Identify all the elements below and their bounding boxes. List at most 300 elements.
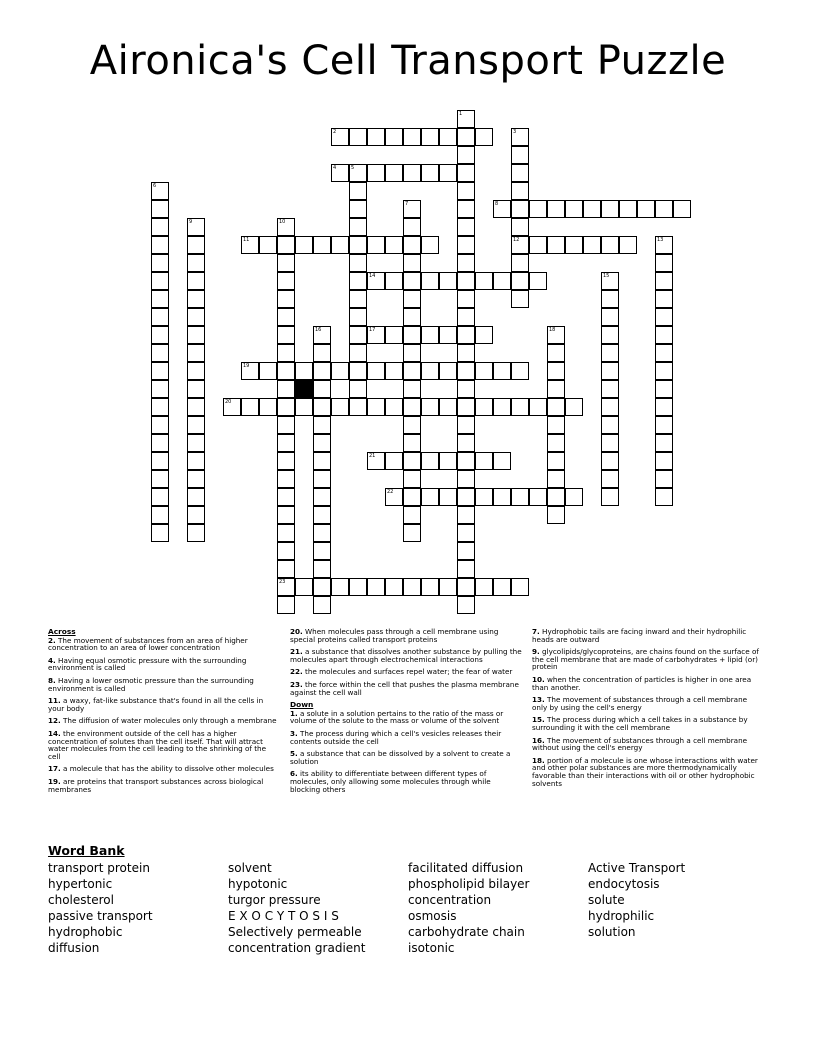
grid-cell[interactable]	[313, 524, 331, 542]
grid-cell[interactable]	[655, 200, 673, 218]
grid-cell[interactable]	[331, 164, 349, 182]
grid-cell[interactable]	[403, 344, 421, 362]
grid-cell[interactable]	[547, 344, 565, 362]
clue-number: 1	[459, 111, 463, 117]
grid-cell[interactable]	[151, 254, 169, 272]
grid-cell[interactable]	[655, 326, 673, 344]
grid-cell[interactable]	[637, 200, 655, 218]
grid-cell[interactable]	[151, 236, 169, 254]
grid-cell[interactable]	[655, 470, 673, 488]
grid-cell[interactable]	[439, 488, 457, 506]
grid-cell[interactable]	[151, 434, 169, 452]
grid-cell[interactable]	[511, 290, 529, 308]
grid-cell[interactable]	[601, 290, 619, 308]
clue-number: 13	[657, 237, 664, 243]
grid-cell[interactable]	[457, 488, 475, 506]
grid-cell[interactable]	[601, 434, 619, 452]
grid-cell[interactable]	[601, 470, 619, 488]
grid-cell[interactable]	[457, 200, 475, 218]
grid-cell[interactable]	[421, 362, 439, 380]
grid-cell[interactable]	[277, 596, 295, 614]
grid-cell[interactable]	[277, 578, 295, 596]
grid-cell[interactable]	[547, 506, 565, 524]
grid-cell[interactable]	[493, 488, 511, 506]
grid-cell[interactable]	[403, 236, 421, 254]
grid-cell[interactable]	[313, 434, 331, 452]
grid-cell[interactable]	[277, 344, 295, 362]
grid-cell[interactable]	[313, 542, 331, 560]
grid-cell[interactable]	[511, 236, 529, 254]
grid-cell[interactable]	[565, 398, 583, 416]
grid-cell[interactable]	[349, 254, 367, 272]
grid-cell[interactable]	[655, 452, 673, 470]
grid-cell[interactable]	[457, 128, 475, 146]
grid-cell[interactable]	[403, 254, 421, 272]
grid-cell[interactable]	[457, 506, 475, 524]
grid-cell[interactable]	[475, 398, 493, 416]
grid-cell[interactable]	[457, 308, 475, 326]
grid-cell[interactable]	[529, 272, 547, 290]
grid-cell[interactable]	[547, 200, 565, 218]
grid-cell[interactable]	[403, 470, 421, 488]
grid-cell[interactable]	[421, 128, 439, 146]
grid-cell[interactable]	[421, 398, 439, 416]
grid-cell[interactable]	[655, 254, 673, 272]
grid-cell[interactable]	[511, 398, 529, 416]
grid-cell[interactable]	[349, 398, 367, 416]
grid-cell[interactable]	[511, 128, 529, 146]
grid-cell[interactable]	[403, 128, 421, 146]
grid-cell[interactable]	[655, 308, 673, 326]
grid-cell[interactable]	[457, 164, 475, 182]
grid-cell[interactable]	[457, 272, 475, 290]
grid-cell[interactable]	[295, 236, 313, 254]
grid-cell[interactable]	[367, 452, 385, 470]
grid-cell[interactable]	[421, 452, 439, 470]
grid-cell[interactable]	[331, 236, 349, 254]
grid-cell[interactable]	[403, 326, 421, 344]
grid-cell[interactable]	[277, 254, 295, 272]
grid-cell[interactable]	[457, 542, 475, 560]
grid-cell[interactable]	[403, 272, 421, 290]
grid-cell[interactable]	[151, 488, 169, 506]
grid-cell[interactable]	[313, 488, 331, 506]
grid-cell[interactable]	[385, 398, 403, 416]
grid-cell[interactable]	[403, 524, 421, 542]
grid-cell[interactable]	[403, 218, 421, 236]
grid-cell[interactable]	[457, 416, 475, 434]
grid-cell[interactable]	[529, 488, 547, 506]
grid-cell[interactable]	[277, 542, 295, 560]
grid-cell[interactable]	[493, 272, 511, 290]
clue-number: 2	[333, 129, 337, 135]
grid-cell[interactable]	[349, 200, 367, 218]
grid-cell[interactable]	[151, 326, 169, 344]
grid-cell[interactable]	[655, 416, 673, 434]
grid-cell[interactable]	[475, 128, 493, 146]
grid-cell[interactable]	[475, 578, 493, 596]
grid-cell[interactable]	[187, 488, 205, 506]
grid-cell[interactable]	[547, 416, 565, 434]
grid-cell[interactable]	[511, 578, 529, 596]
grid-cell[interactable]	[457, 146, 475, 164]
grid-cell[interactable]	[151, 380, 169, 398]
grid-cell[interactable]	[601, 452, 619, 470]
grid-cell[interactable]	[313, 506, 331, 524]
grid-cell[interactable]	[439, 164, 457, 182]
grid-cell[interactable]	[511, 218, 529, 236]
grid-cell[interactable]	[187, 416, 205, 434]
grid-cell[interactable]	[187, 272, 205, 290]
grid-cell[interactable]	[295, 578, 313, 596]
grid-cell[interactable]	[421, 578, 439, 596]
grid-cell[interactable]	[187, 236, 205, 254]
grid-cell[interactable]	[547, 452, 565, 470]
grid-cell[interactable]	[385, 236, 403, 254]
grid-cell[interactable]	[529, 236, 547, 254]
grid-cell[interactable]	[367, 578, 385, 596]
grid-cell[interactable]	[457, 398, 475, 416]
grid-cell[interactable]	[601, 200, 619, 218]
grid-cell[interactable]	[385, 488, 403, 506]
grid-cell[interactable]	[187, 398, 205, 416]
grid-cell[interactable]	[655, 236, 673, 254]
clues-column-3	[532, 628, 764, 792]
grid-cell[interactable]	[277, 308, 295, 326]
grid-cell[interactable]	[277, 524, 295, 542]
grid-cell[interactable]	[187, 326, 205, 344]
grid-cell[interactable]	[151, 200, 169, 218]
grid-cell[interactable]	[277, 380, 295, 398]
grid-cell[interactable]	[151, 470, 169, 488]
grid-cell[interactable]	[349, 308, 367, 326]
grid-cell[interactable]	[655, 488, 673, 506]
grid-cell[interactable]	[601, 488, 619, 506]
grid-cell[interactable]	[241, 398, 259, 416]
grid-cell[interactable]	[457, 470, 475, 488]
grid-cell[interactable]	[619, 200, 637, 218]
grid-cell[interactable]	[151, 218, 169, 236]
grid-cell[interactable]	[655, 380, 673, 398]
grid-cell[interactable]	[403, 164, 421, 182]
grid-cell[interactable]	[349, 236, 367, 254]
grid-cell[interactable]	[421, 164, 439, 182]
grid-cell[interactable]	[385, 452, 403, 470]
grid-cell[interactable]	[493, 398, 511, 416]
grid-cell[interactable]	[367, 164, 385, 182]
grid-cell[interactable]	[259, 398, 277, 416]
grid-cell[interactable]	[349, 164, 367, 182]
grid-cell[interactable]	[457, 524, 475, 542]
grid-cell[interactable]	[187, 218, 205, 236]
grid-cell[interactable]	[313, 416, 331, 434]
grid-cell[interactable]	[565, 488, 583, 506]
grid-cell[interactable]	[493, 578, 511, 596]
grid-cell[interactable]	[151, 452, 169, 470]
grid-cell[interactable]	[403, 398, 421, 416]
grid-cell[interactable]	[331, 578, 349, 596]
grid-cell[interactable]	[457, 596, 475, 614]
grid-cell[interactable]	[457, 578, 475, 596]
grid-cell[interactable]	[277, 326, 295, 344]
clues-column-2	[290, 628, 522, 798]
grid-cell[interactable]	[457, 326, 475, 344]
grid-cell[interactable]	[349, 272, 367, 290]
grid-cell[interactable]	[349, 362, 367, 380]
grid-cell[interactable]	[475, 326, 493, 344]
grid-cell[interactable]	[493, 200, 511, 218]
grid-cell[interactable]	[655, 434, 673, 452]
grid-cell[interactable]	[403, 290, 421, 308]
grid-cell[interactable]	[439, 452, 457, 470]
grid-cell[interactable]	[223, 398, 241, 416]
grid-cell[interactable]	[439, 326, 457, 344]
grid-cell[interactable]	[385, 326, 403, 344]
grid-cell[interactable]	[457, 434, 475, 452]
grid-cell[interactable]	[277, 236, 295, 254]
grid-cell[interactable]	[583, 236, 601, 254]
grid-cell[interactable]	[277, 434, 295, 452]
grid-cell[interactable]	[151, 272, 169, 290]
grid-cell[interactable]	[601, 326, 619, 344]
grid-cell[interactable]	[277, 290, 295, 308]
grid-cell[interactable]	[439, 272, 457, 290]
grid-cell[interactable]	[187, 362, 205, 380]
grid-cell[interactable]	[511, 362, 529, 380]
clue-number: 23	[279, 579, 286, 585]
down-heading: Down	[290, 700, 314, 710]
grid-cell[interactable]	[187, 470, 205, 488]
grid-cell[interactable]	[403, 308, 421, 326]
grid-cell[interactable]	[403, 452, 421, 470]
grid-cell[interactable]	[151, 506, 169, 524]
grid-cell[interactable]	[385, 362, 403, 380]
grid-cell[interactable]	[547, 488, 565, 506]
grid-cell[interactable]	[151, 308, 169, 326]
grid-cell[interactable]	[547, 434, 565, 452]
grid-cell[interactable]	[331, 128, 349, 146]
grid-cell[interactable]	[601, 416, 619, 434]
grid-cell[interactable]	[439, 128, 457, 146]
grid-cell[interactable]	[457, 254, 475, 272]
grid-cell[interactable]	[475, 272, 493, 290]
grid-cell[interactable]	[511, 182, 529, 200]
clue-down-16: 16. The movement of substances through a cell membrane without using the cell's energy	[532, 735, 748, 753]
grid-cell[interactable]	[277, 560, 295, 578]
grid-cell[interactable]	[673, 200, 691, 218]
grid-cell[interactable]	[259, 236, 277, 254]
grid-cell[interactable]	[349, 290, 367, 308]
grid-cell[interactable]	[367, 362, 385, 380]
grid-cell[interactable]	[457, 362, 475, 380]
grid-cell[interactable]	[277, 506, 295, 524]
grid-cell[interactable]	[457, 290, 475, 308]
grid-cell[interactable]	[493, 452, 511, 470]
grid-cell[interactable]	[277, 452, 295, 470]
grid-cell[interactable]	[439, 578, 457, 596]
grid-cell[interactable]	[547, 326, 565, 344]
grid-cell[interactable]	[313, 326, 331, 344]
grid-cell[interactable]	[439, 362, 457, 380]
grid-cell[interactable]	[403, 434, 421, 452]
grid-cell[interactable]	[457, 560, 475, 578]
grid-cell[interactable]	[367, 398, 385, 416]
grid-cell[interactable]	[601, 398, 619, 416]
grid-cell[interactable]	[151, 182, 169, 200]
grid-cell[interactable]	[583, 200, 601, 218]
grid-cell[interactable]	[187, 506, 205, 524]
grid-cell[interactable]	[331, 362, 349, 380]
grid-cell[interactable]	[313, 470, 331, 488]
grid-cell[interactable]	[187, 290, 205, 308]
grid-cell[interactable]	[151, 344, 169, 362]
puzzle-title: Aironica's Cell Transport Puzzle	[89, 38, 727, 84]
grid-cell[interactable]	[655, 272, 673, 290]
grid-cell[interactable]	[601, 236, 619, 254]
grid-cell[interactable]	[313, 452, 331, 470]
grid-cell[interactable]	[313, 236, 331, 254]
grid-cell[interactable]	[349, 128, 367, 146]
grid-cell[interactable]	[457, 110, 475, 128]
grid-cell[interactable]	[403, 362, 421, 380]
grid-cell[interactable]	[385, 128, 403, 146]
grid-cell[interactable]	[367, 326, 385, 344]
grid-cell[interactable]	[475, 362, 493, 380]
grid-cell[interactable]	[151, 362, 169, 380]
grid-cell[interactable]	[457, 236, 475, 254]
grid-cell[interactable]	[295, 362, 313, 380]
grid-cell[interactable]	[277, 272, 295, 290]
grid-cell[interactable]	[601, 308, 619, 326]
grid-cell[interactable]	[493, 362, 511, 380]
clue-down-10: 10. when the concentration of particles is higher in one area than another.	[532, 674, 752, 692]
grid-cell[interactable]	[349, 344, 367, 362]
grid-cell[interactable]	[511, 254, 529, 272]
grid-cell[interactable]	[313, 560, 331, 578]
grid-cell[interactable]	[385, 164, 403, 182]
grid-cell[interactable]	[277, 416, 295, 434]
grid-cell[interactable]	[511, 200, 529, 218]
grid-cell[interactable]	[277, 218, 295, 236]
grid-cell[interactable]	[475, 488, 493, 506]
word-bank-item: cholesterol	[48, 893, 114, 907]
grid-cell[interactable]	[295, 398, 313, 416]
grid-cell[interactable]	[547, 380, 565, 398]
grid-cell[interactable]	[457, 380, 475, 398]
grid-cell[interactable]	[187, 380, 205, 398]
grid-cell[interactable]	[313, 578, 331, 596]
grid-cell[interactable]	[565, 236, 583, 254]
grid-cell[interactable]	[259, 362, 277, 380]
grid-cell[interactable]	[547, 470, 565, 488]
grid-cell[interactable]	[241, 362, 259, 380]
grid-cell[interactable]	[331, 398, 349, 416]
grid-cell[interactable]	[403, 506, 421, 524]
grid-cell[interactable]	[475, 452, 493, 470]
grid-cell[interactable]	[547, 236, 565, 254]
grid-cell[interactable]	[547, 362, 565, 380]
grid-cell[interactable]	[313, 362, 331, 380]
clue-across-2: 2. The movement of substances from an area of higher concentration to an area of lower concentration	[48, 635, 248, 653]
grid-cell[interactable]	[511, 488, 529, 506]
grid-cell[interactable]	[655, 398, 673, 416]
grid-cell[interactable]	[601, 362, 619, 380]
grid-cell[interactable]	[601, 272, 619, 290]
grid-cell[interactable]	[187, 434, 205, 452]
grid-cell[interactable]	[349, 218, 367, 236]
grid-cell[interactable]	[439, 398, 457, 416]
grid-cell[interactable]	[187, 254, 205, 272]
grid-cell[interactable]	[421, 488, 439, 506]
grid-cell[interactable]	[349, 182, 367, 200]
grid-cell[interactable]	[349, 578, 367, 596]
grid-cell[interactable]	[619, 236, 637, 254]
grid-cell[interactable]	[457, 218, 475, 236]
grid-cell[interactable]	[655, 362, 673, 380]
grid-cell[interactable]	[403, 578, 421, 596]
grid-cell[interactable]	[151, 416, 169, 434]
grid-cell[interactable]	[277, 470, 295, 488]
grid-cell[interactable]	[151, 398, 169, 416]
grid-cell[interactable]	[403, 416, 421, 434]
clue-down-18: 18. portion of a molecule is one whose interactions with water and other polar substances are more thermodynamically favorable than their interactions with oil or other hydrophobic solvents	[532, 755, 758, 788]
grid-cell[interactable]	[187, 452, 205, 470]
grid-cell[interactable]	[313, 398, 331, 416]
clue-across-14: 14. the environment outside of the cell has a higher concentration of solutes than the cell itself. That will attract water molecules from the cell leading to the shrinking of the cell	[48, 728, 267, 761]
grid-cell[interactable]	[529, 398, 547, 416]
grid-cell[interactable]	[349, 326, 367, 344]
grid-cell[interactable]	[655, 344, 673, 362]
grid-cell[interactable]	[187, 344, 205, 362]
grid-cell[interactable]	[511, 164, 529, 182]
grid-cell[interactable]	[187, 308, 205, 326]
grid-cell[interactable]	[655, 290, 673, 308]
grid-cell[interactable]	[457, 182, 475, 200]
grid-cell[interactable]	[529, 200, 547, 218]
grid-cell[interactable]	[403, 200, 421, 218]
grid-cell[interactable]	[277, 398, 295, 416]
grid-cell[interactable]	[277, 488, 295, 506]
grid-cell[interactable]	[367, 272, 385, 290]
grid-cell[interactable]	[421, 236, 439, 254]
grid-cell[interactable]	[313, 380, 331, 398]
grid-cell[interactable]	[403, 380, 421, 398]
grid-cell[interactable]	[511, 146, 529, 164]
grid-cell[interactable]	[385, 272, 403, 290]
grid-cell[interactable]	[601, 380, 619, 398]
grid-cell[interactable]	[421, 326, 439, 344]
grid-cell[interactable]	[421, 272, 439, 290]
grid-cell[interactable]	[547, 398, 565, 416]
grid-cell[interactable]	[187, 524, 205, 542]
grid-cell[interactable]	[367, 128, 385, 146]
grid-cell[interactable]	[277, 362, 295, 380]
grid-cell[interactable]	[403, 488, 421, 506]
grid-cell[interactable]	[385, 578, 403, 596]
grid-cell[interactable]	[313, 344, 331, 362]
grid-cell[interactable]	[151, 290, 169, 308]
grid-cell[interactable]	[151, 524, 169, 542]
grid-cell[interactable]	[241, 236, 259, 254]
grid-cell[interactable]	[367, 236, 385, 254]
grid-cell[interactable]	[313, 596, 331, 614]
grid-cell[interactable]	[457, 344, 475, 362]
grid-cell[interactable]	[565, 200, 583, 218]
grid-cell[interactable]	[601, 344, 619, 362]
grid-cell[interactable]	[511, 272, 529, 290]
grid-cell[interactable]	[349, 380, 367, 398]
grid-cell[interactable]	[457, 452, 475, 470]
